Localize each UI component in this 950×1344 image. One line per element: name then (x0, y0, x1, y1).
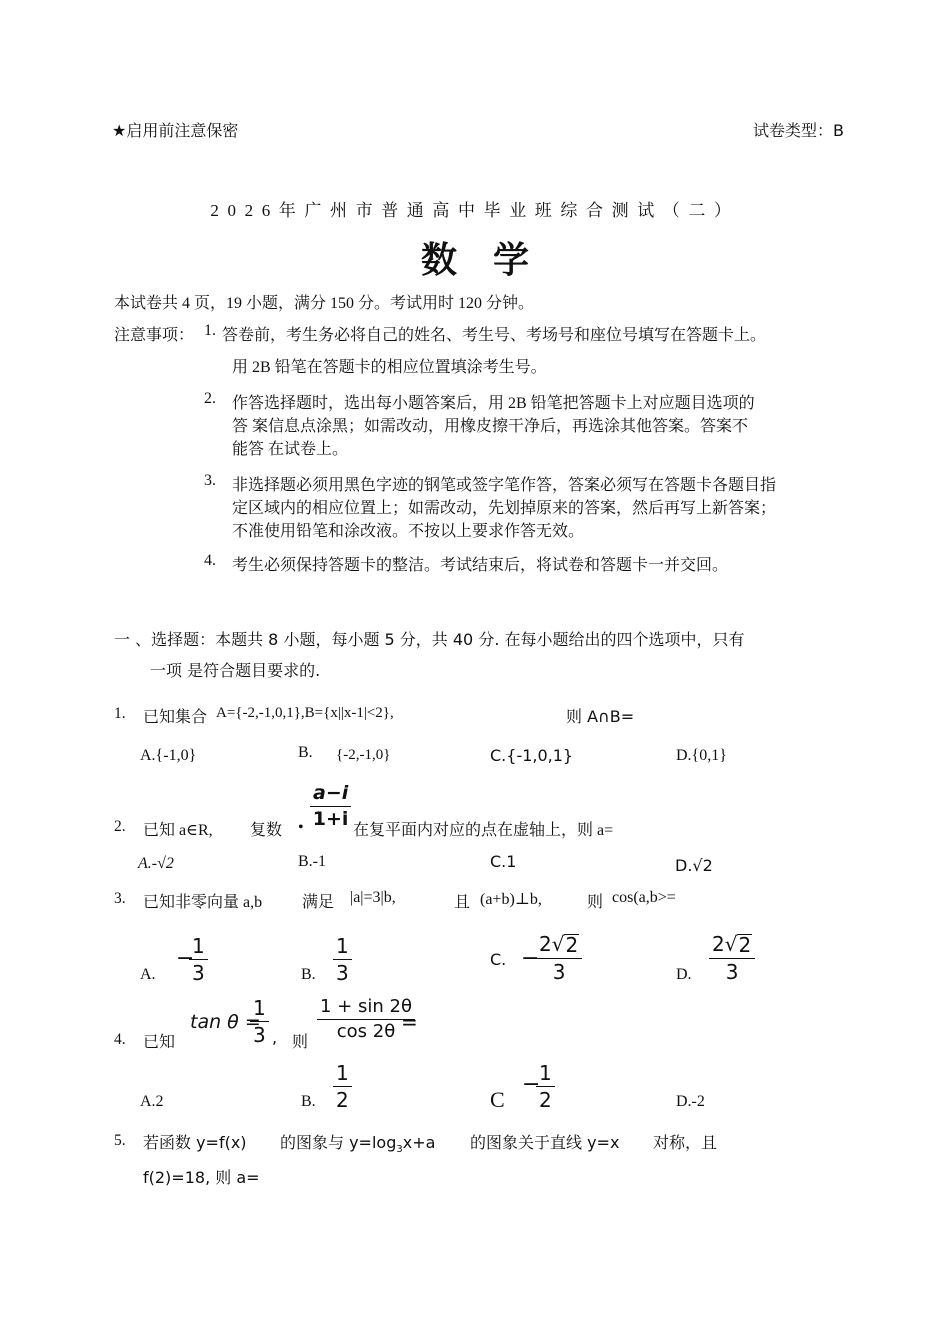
q1-number: 1. (114, 705, 126, 722)
q4-expr-den: cos 2θ (336, 1021, 396, 1042)
q5-number: 5. (114, 1132, 126, 1149)
q3-text: 满足 (302, 894, 335, 911)
q2-option-b: B.-1 (298, 853, 326, 870)
sqrt-sign: √ 2 (724, 932, 752, 957)
q4-option-c-sign: − (522, 1072, 541, 1097)
q3-option-d-fraction (709, 934, 755, 982)
q4-option-d: D.-2 (676, 1093, 705, 1110)
q2-option-d: D.√2 (675, 856, 713, 875)
q2-option-c: C.1 (490, 852, 517, 871)
note-line: 不准使用铅笔和涂改液。不按以上要求作答无效。 (232, 523, 585, 540)
q5-text (280, 1130, 435, 1155)
q3-d-radicand: 2 (738, 933, 752, 957)
paper-type: 试卷类型：B (753, 121, 844, 140)
note-number: 2. (204, 390, 216, 407)
q3-condition: |a|=3|b, (350, 889, 396, 906)
q3-text: 则 (587, 894, 604, 911)
q2-number: 2. (114, 818, 126, 835)
q2-fraction (310, 784, 351, 829)
q4-b-num: 1 (333, 1063, 352, 1087)
q4-tan: tan θ = (190, 1011, 261, 1033)
q1-option-a: A.{-1,0} (140, 747, 197, 764)
q3-number: 3. (114, 890, 126, 907)
notes-label: 注意事项： (114, 327, 195, 344)
q4-c-num: 1 (536, 1063, 555, 1087)
subject-title: 数 学 (420, 240, 529, 281)
q2-ask: 在复平面内对应的点在虚轴上，则 a= (353, 822, 614, 839)
q3-c-den: 3 (552, 960, 566, 984)
q4-number: 4. (114, 1031, 126, 1048)
exam-intro: 本试卷共 4 页，19 小题，满分 150 分。考试用时 120 分钟。 (114, 295, 535, 312)
q4-then: 则 (292, 1032, 309, 1051)
q1-option-c: C.{-1,0,1} (490, 746, 574, 765)
exam-title: 2026年广州市普通高中毕业班综合测试（二） (210, 201, 740, 220)
q3-option-c-fraction (536, 934, 582, 982)
q2-frac-den: 1+i (312, 808, 349, 830)
q1-lead: 已知集合 (143, 707, 208, 726)
q3-option-c-sign: − (521, 946, 540, 971)
q1-option-b: {-2,-1,0} (336, 747, 391, 763)
q3-d-den: 3 (725, 960, 739, 984)
q2-lead: 已知 a∈R, (143, 822, 213, 839)
q4-expr-num: 1 + sin 2θ (317, 998, 415, 1020)
note-number: 1. (204, 322, 216, 339)
q3-option-a-fraction (189, 936, 208, 983)
q3-lead: 已知非零向量 a,b (143, 894, 263, 911)
q3-condition: (a+b)⊥b, (480, 891, 542, 908)
note-line: 答卷前，考生务必将自己的姓名、考生号、考场号和座位号填写在答题卡上。 (222, 327, 767, 344)
q3-c-coef: 2 (539, 932, 552, 956)
q5-text: 的图象关于直线 y=x (470, 1133, 620, 1152)
section-heading: 一 、选择题：本题共 8 小题，每小题 5 分，共 40 分. 在每小题给出的四个选项中，只有 (114, 630, 745, 649)
q1-sets: A={-2,-1,0,1},B={x||x-1|<2}, (216, 705, 394, 721)
q3-c-radicand: 2 (565, 933, 579, 957)
q3-ask: cos(a,b>= (612, 889, 676, 906)
q3-a-den: 3 (192, 961, 205, 985)
q4-option-c-label: C (490, 1087, 505, 1112)
q5-log: 的图象与 y=log (280, 1133, 397, 1152)
q3-text: 且 (454, 894, 471, 911)
q2-frac-num: a−i (310, 784, 351, 807)
sqrt-sign: √ 2 (551, 932, 579, 957)
note-line: 考生必须保持答题卡的整洁。考试结束后，将试卷和答题卡一并交回。 (232, 557, 729, 574)
note-line: 答 案信息点涂黑；如需改动，用橡皮擦干净后，再选涂其他答案。答案不 (232, 418, 749, 435)
q4-option-a: A.2 (140, 1093, 164, 1110)
note-number: 4. (204, 552, 216, 569)
section-heading-cont: 一项 是符合题目要求的. (150, 661, 321, 680)
q3-option-a-label: A. (140, 966, 156, 983)
q2-dot: • (298, 819, 304, 836)
q3-b-den: 3 (336, 961, 349, 985)
q5-text: 若函数 y=f(x) (143, 1133, 247, 1152)
note-line: 能答 在试卷上。 (232, 441, 349, 458)
q5-text: 对称，且 (653, 1133, 718, 1152)
q5-line2: f(2)=18, 则 a= (143, 1168, 260, 1187)
q4-option-b-fraction (333, 1063, 352, 1110)
q2-mid: 复数 (250, 822, 283, 839)
q5-log-base: 3 (396, 1144, 403, 1156)
q3-option-d-label: D. (676, 966, 692, 983)
q4-comma: , (272, 1028, 278, 1047)
q3-option-a-sign: − (176, 946, 195, 971)
q4-option-c-fraction (536, 1063, 555, 1110)
q4-tan-fraction (250, 998, 269, 1045)
note-line: 非选择题必须用黑色字迹的钢笔或签字笔作答，答案必须写在答题卡各题目指 (232, 477, 777, 494)
q4-tan-num: 1 (250, 998, 269, 1022)
note-number: 3. (204, 472, 216, 489)
confidential-mark: ★启用前注意保密 (112, 121, 239, 140)
q2-option-a: A.-√2 (138, 855, 174, 872)
q4-option-b-label: B. (301, 1093, 316, 1110)
note-line: 用 2B 铅笔在答题卡的相应位置填涂考生号。 (232, 359, 547, 376)
q4-tan-den: 3 (253, 1023, 266, 1047)
note-line: 定区域内的相应位置上；如需改动，先划掉原来的答案，然后再写上新答案； (232, 500, 777, 517)
q1-option-b-label: B. (298, 744, 313, 761)
q5-log-arg: x+a (402, 1133, 436, 1152)
q1-option-d: D.{0,1} (676, 747, 727, 764)
q4-equals: = (401, 1010, 418, 1034)
q3-option-b-label: B. (301, 966, 316, 983)
q3-d-coef: 2 (712, 932, 725, 956)
q1-ask: 则 A∩B= (566, 707, 635, 726)
note-line: 作答选择题时，选出每小题答案后，用 2B 铅笔把答题卡上对应题目选项的 (232, 395, 755, 412)
q4-lead: 已知 (143, 1032, 176, 1051)
q3-option-b-fraction (333, 936, 352, 983)
q3-b-num: 1 (333, 936, 352, 960)
q3-option-c-label: C. (490, 950, 507, 969)
q3-a-num: 1 (189, 936, 208, 960)
q4-c-den: 2 (539, 1088, 552, 1112)
q4-b-den: 2 (336, 1088, 349, 1112)
